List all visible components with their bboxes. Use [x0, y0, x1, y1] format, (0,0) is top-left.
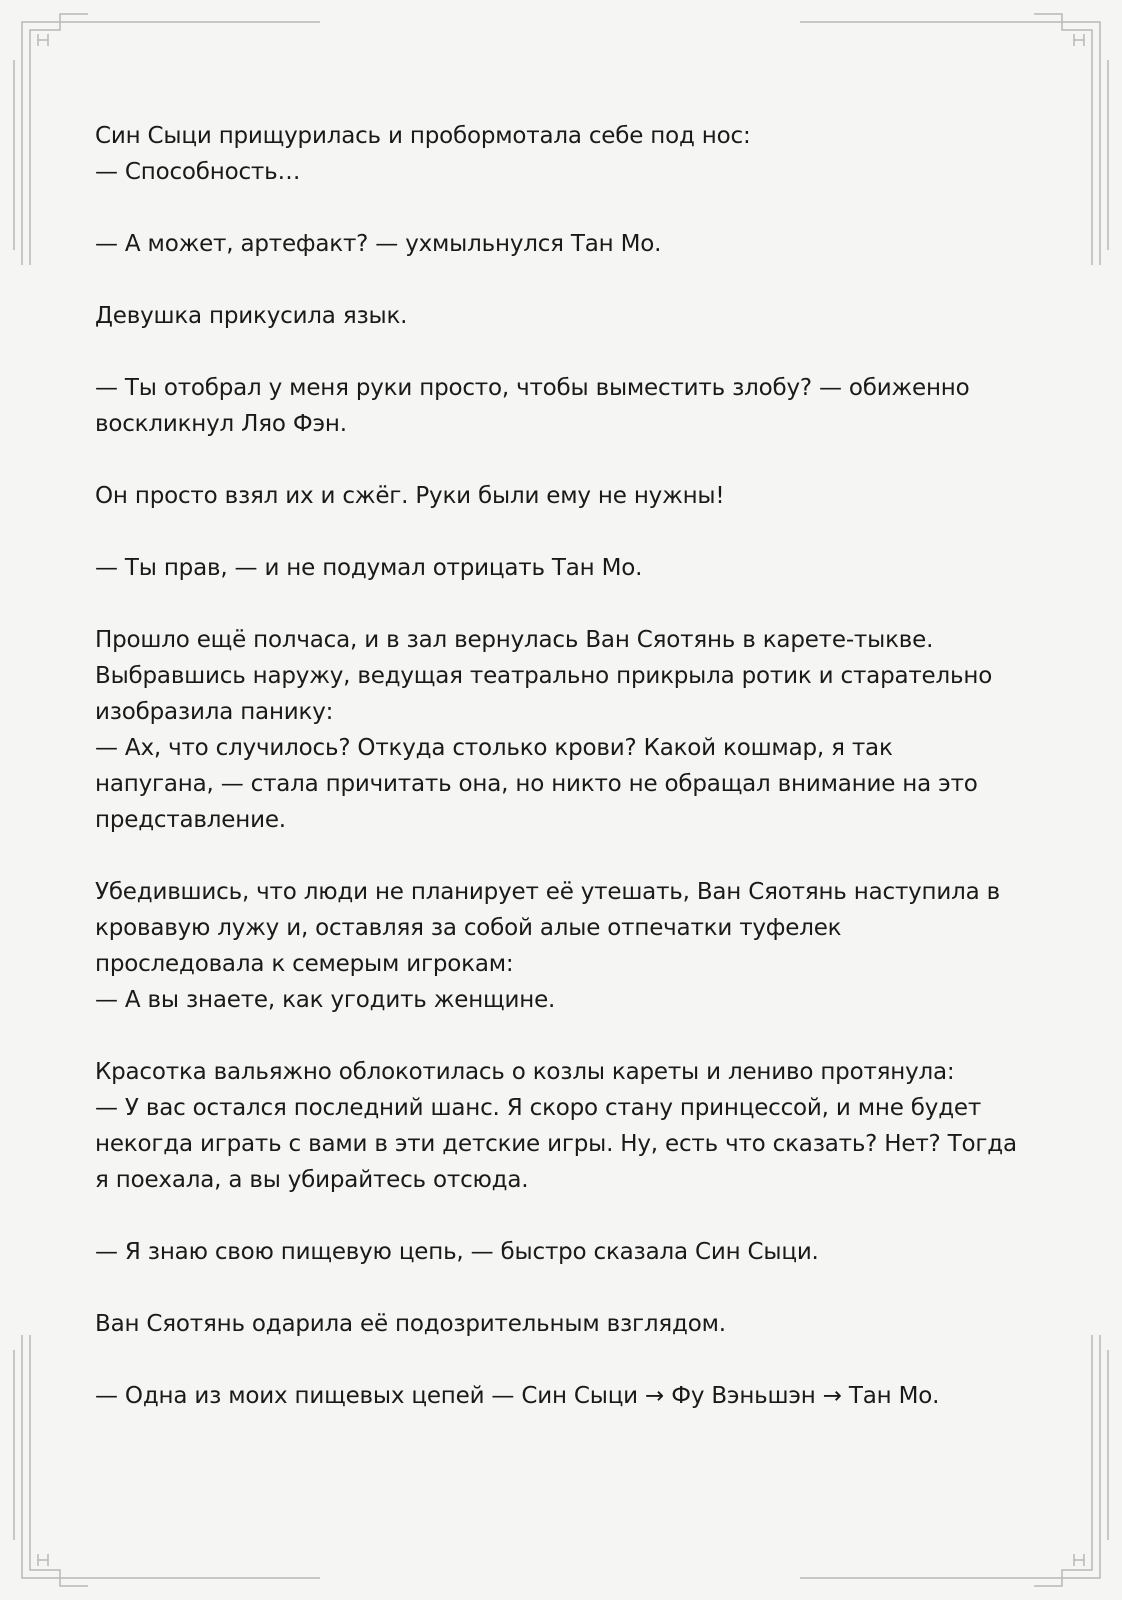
text-line: — Я знаю свою пищевую цепь, — быстро сказала Син Сыци. — [95, 1239, 819, 1265]
text-line: Он просто взял их и сжёг. Руки были ему не нужны! — [95, 483, 725, 509]
text-line: — У вас остался последний шанс. Я скоро стану принцессой, и мне будет — [95, 1095, 982, 1121]
document-body — [95, 118, 1025, 1450]
text-line: представление. — [95, 807, 286, 833]
paragraph — [95, 118, 1025, 190]
paragraph — [95, 1234, 1025, 1270]
paragraph — [95, 874, 1025, 1018]
text-line: я поехала, а вы убирайтесь отсюда. — [95, 1167, 529, 1193]
paragraph — [95, 226, 1025, 262]
paragraph — [95, 1054, 1025, 1198]
text-line: Девушка прикусила язык. — [95, 303, 408, 329]
text-line: Син Сыци прищурилась и пробормотала себе под нос: — [95, 123, 751, 149]
paragraph — [95, 1306, 1025, 1342]
text-line: — А может, артефакт? — ухмыльнулся Тан Мо. — [95, 231, 662, 257]
text-line: Красотка вальяжно облокотилась о козлы кареты и лениво протянула: — [95, 1059, 955, 1085]
text-line: напугана, — стала причитать она, но никто не обращал внимание на это — [95, 771, 978, 797]
text-line: — Одна из моих пищевых цепей — Син Сыци → Фу Вэньшэн → Тан Мо. — [95, 1383, 940, 1409]
paragraph — [95, 550, 1025, 586]
text-line: Ван Сяотянь одарила её подозрительным взглядом. — [95, 1311, 726, 1337]
text-line: — Ты отобрал у меня руки просто, чтобы выместить злобу? — обиженно — [95, 375, 970, 401]
paragraph — [95, 1378, 1025, 1414]
text-line: — Способность… — [95, 159, 301, 185]
text-line: Выбравшись наружу, ведущая театрально прикрыла ротик и старательно — [95, 663, 993, 689]
paragraph — [95, 298, 1025, 334]
text-line: Прошло ещё полчаса, и в зал вернулась Ван Сяотянь в карете-тыкве. — [95, 627, 934, 653]
text-line: воскликнул Ляо Фэн. — [95, 411, 347, 437]
paragraph — [95, 622, 1025, 838]
text-line: изобразила панику: — [95, 699, 334, 725]
text-line: некогда играть с вами в эти детские игры. Ну, есть что сказать? Нет? Тогда — [95, 1131, 1017, 1157]
text-line: — Ах, что случилось? Откуда столько крови? Какой кошмар, я так — [95, 735, 893, 761]
text-line: — Ты прав, — и не подумал отрицать Тан Мо. — [95, 555, 643, 581]
paragraph — [95, 478, 1025, 514]
paragraph — [95, 370, 1025, 442]
text-line: кровавую лужу и, оставляя за собой алые отпечатки туфелек — [95, 915, 842, 941]
text-line: — А вы знаете, как угодить женщине. — [95, 987, 556, 1013]
text-line: Убедившись, что люди не планирует её утешать, Ван Сяотянь наступила в — [95, 879, 1000, 905]
text-line: проследовала к семерым игрокам: — [95, 951, 514, 977]
